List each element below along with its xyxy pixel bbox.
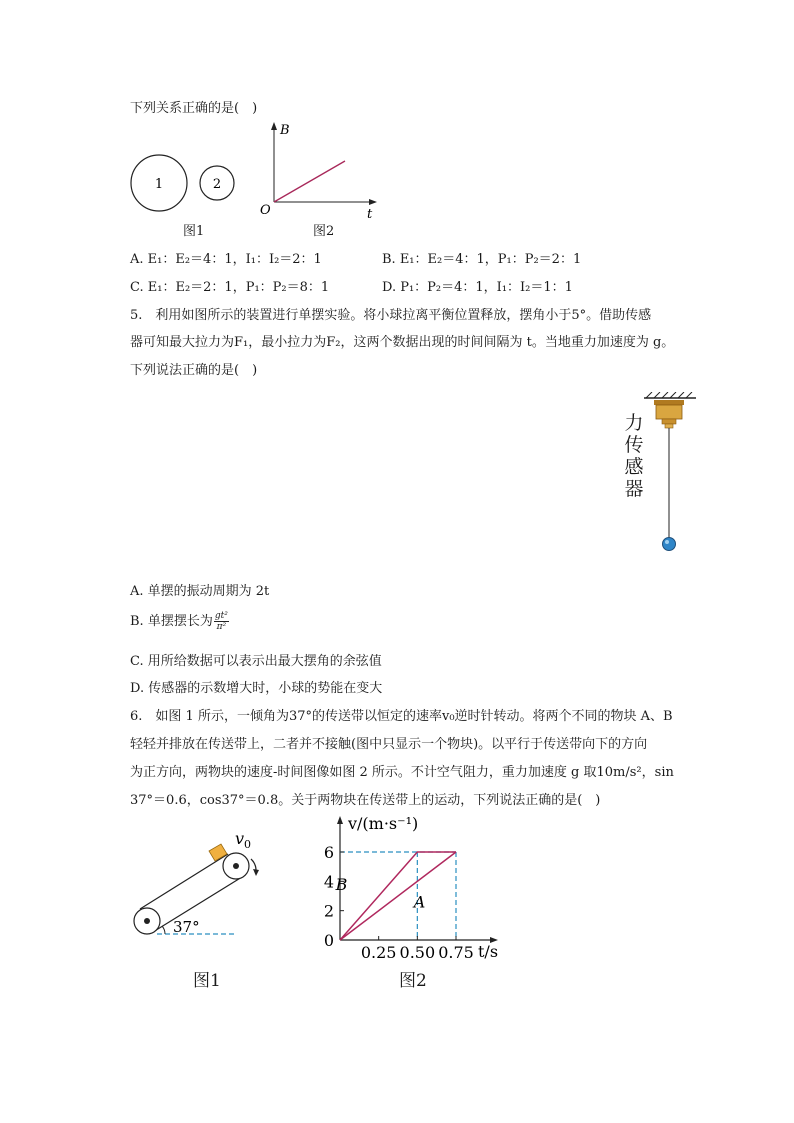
v-axis-arrow xyxy=(337,816,343,824)
pendulum-bob xyxy=(663,538,676,551)
x-tick-label-0.25: 0.25 xyxy=(360,943,397,962)
q4-stem-tail: 下列关系正确的是( ) xyxy=(130,101,258,116)
b-t-line xyxy=(274,161,345,202)
q4-fig2-caption: 图2 xyxy=(313,224,335,239)
series-A-label: A xyxy=(413,892,426,912)
pendulum-figure xyxy=(640,392,700,557)
origin-label: O xyxy=(260,203,271,218)
b-axis-label: B xyxy=(280,123,290,138)
circle-2-label: 2 xyxy=(212,177,222,192)
series-B-label: B xyxy=(335,874,348,894)
q5-option-d[interactable]: D. 传感器的示数增大时，小球的势能在变大 xyxy=(130,681,383,696)
q5-stem-line2: 器可知最大拉力为F₁，最小拉力为F₂，这两个数据出现的时间间隔为 t。当地重力加速度为 g。 xyxy=(130,335,675,350)
q5-option-a[interactable]: A. 单摆的振动周期为 2t xyxy=(130,584,270,599)
angle-arc xyxy=(162,926,165,934)
q6-stem-line2: 轻轻并排放在传送带上，二者并不接触(图中只显示一个物块)。以平行于传送带向下的方向 xyxy=(130,737,648,752)
angle-label: 37° xyxy=(173,918,200,936)
belt-top xyxy=(140,854,228,909)
y-tick-label-6: 6 xyxy=(323,843,334,862)
length-fraction: $\frac{\text{gt²}}{\text{π²}}$ xyxy=(214,611,228,632)
y-tick-label-0: 0 xyxy=(323,931,334,950)
x-tick-label-0.75: 0.75 xyxy=(438,943,474,962)
circle-1-label: 1 xyxy=(154,177,164,192)
q4-option-d[interactable]: D. P₁：P₂＝4：1，I₁：I₂＝1：1 xyxy=(382,280,573,295)
sensor-cap xyxy=(654,400,684,405)
v0-label: $v_0$ xyxy=(235,829,252,851)
y-tick-label-2: 2 xyxy=(323,901,334,921)
x-tick-label-0.50: 0.50 xyxy=(399,943,436,962)
q6-fig1-caption: 图1 xyxy=(193,971,221,991)
q4-fig1-circles xyxy=(125,150,245,216)
t-axis-label: t xyxy=(367,207,373,222)
block xyxy=(209,844,227,861)
vt-chart xyxy=(316,812,506,962)
sensor-label: 力 传 感 器 xyxy=(624,412,644,500)
q5-option-b[interactable]: B. 单摆摆长为 $\frac{\text{gt²}}{\text{π²}}$ xyxy=(130,611,228,632)
t-axis-label: t/s xyxy=(478,942,499,961)
sensor-neck xyxy=(662,419,676,424)
conveyor-figure xyxy=(125,822,275,942)
q5-stem-line1: 5. 利用如图所示的装置进行单摆实验。将小球拉离平衡位置释放，摆角小于5°。借助传感 xyxy=(130,308,652,323)
q4-option-b[interactable]: B. E₁：E₂＝4：1，P₁：P₂＝2：1 xyxy=(382,252,582,267)
b-axis-arrow xyxy=(271,122,277,130)
q4-option-a[interactable]: A. E₁：E₂＝4：1，I₁：I₂＝2：1 xyxy=(130,252,322,267)
q6-stem-line4: 37°＝0.6，cos37°＝0.8。关于两物块在传送带上的运动，下列说法正确的是( ) xyxy=(130,793,601,808)
q4-option-c[interactable]: C. E₁：E₂＝2：1，P₁：P₂＝8：1 xyxy=(130,280,330,295)
q5-option-c[interactable]: C. 用所给数据可以表示出最大摆角的余弦值 xyxy=(130,654,382,669)
series-A-line xyxy=(340,852,456,940)
sensor-body xyxy=(656,405,682,419)
q4-fig1-caption: 图1 xyxy=(183,224,205,239)
y-tick-label-4: 4 xyxy=(323,872,334,892)
q4-fig2-graph xyxy=(255,118,380,222)
q6-stem-line3: 为正方向，两物块的速度-时间图像如图 2 所示。不计空气阻力，重力加速度 g 取10m/s²，sin xyxy=(130,765,674,780)
t-axis-arrow xyxy=(369,199,377,205)
q6-fig2-caption: 图2 xyxy=(399,971,427,991)
q5-stem-line3: 下列说法正确的是( ) xyxy=(130,363,258,378)
v-axis-label: v/(m·s⁻¹) xyxy=(348,814,419,833)
q6-stem-line1: 6. 如图 1 所示，一倾角为37°的传送带以恒定的速率v₀逆时针转动。将两个不同的物块 A、B xyxy=(130,709,673,724)
